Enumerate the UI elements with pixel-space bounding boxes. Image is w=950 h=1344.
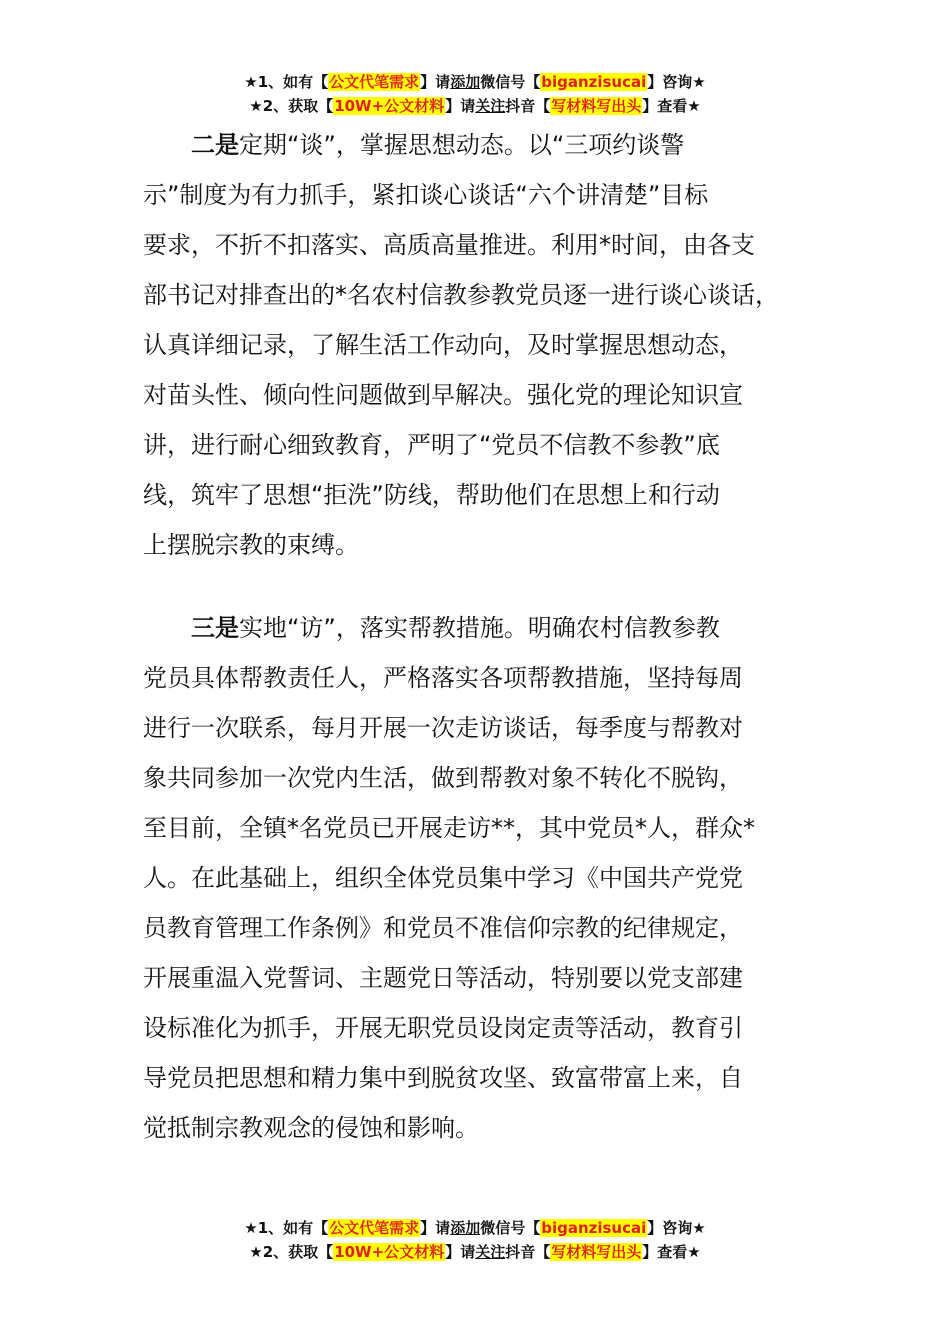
banner-highlight: biganzisucai (541, 1219, 647, 1237)
banner-text: ★1、如有【 (244, 1219, 329, 1237)
header-banner (0, 70, 950, 118)
line-text: 实地“访”，落实帮教措施。明确农村信教参教 (239, 614, 720, 642)
banner-line-2 (0, 1240, 950, 1264)
paragraph-lead: 三是 (191, 614, 239, 642)
banner-text: 】请 (445, 1243, 476, 1261)
paragraph-line: 象共同参加一次党内生活，做到帮教对象不转化不脱钩， (143, 764, 743, 792)
banner-text: 微信号【 (480, 73, 541, 91)
banner-highlight: biganzisucai (541, 73, 647, 91)
banner-text: ★1、如有【 (244, 73, 329, 91)
paragraph-line: 设标准化为抓手，开展无职党员设岗定责等活动，教育引 (143, 1014, 743, 1042)
paragraph-line: 部书记对排查出的*名农村信教参教党员逐一进行谈心谈话， (143, 281, 779, 309)
banner-underlined: 添加 (450, 1219, 481, 1237)
banner-text: 抖音【 (505, 1243, 551, 1261)
banner-highlight: 10W+公文材料 (334, 97, 445, 115)
paragraph-line: 示”制度为有力抓手，紧扣谈心谈话“六个讲清楚”目标 (143, 181, 709, 209)
paragraph-line: 要求，不折不扣落实、高质高量推进。利用*时间，由各支 (143, 231, 755, 259)
paragraph-line: 认真详细记录，了解生活工作动向，及时掌握思想动态， (143, 331, 743, 359)
line-text: 定期“谈”，掌握思想动态。以“三项约谈警 (239, 131, 685, 159)
paragraph-line: 讲，进行耐心细致教育，严明了“党员不信教不参教”底 (143, 431, 720, 459)
paragraph-line: 员教育管理工作条例》和党员不准信仰宗教的纪律规定， (143, 914, 743, 942)
banner-text: ★2、获取【 (249, 1243, 334, 1261)
banner-text: 】咨询★ (647, 1219, 706, 1237)
paragraph-line: 人。在此基础上，组织全体党员集中学习《中国共产党党 (143, 864, 743, 892)
banner-highlight: 写材料写出头 (551, 97, 642, 115)
paragraph-erhshi (143, 120, 823, 570)
banner-text: 】查看★ (642, 1243, 701, 1261)
banner-text: 】查看★ (642, 97, 701, 115)
banner-underlined: 关注 (475, 97, 506, 115)
banner-highlight: 写材料写出头 (551, 1243, 642, 1261)
banner-line-1 (0, 1216, 950, 1240)
banner-underlined: 关注 (475, 1243, 506, 1261)
paragraph-line: 线，筑牢了思想“拒洗”防线，帮助他们在思想上和行动 (143, 481, 720, 509)
footer-banner (0, 1216, 950, 1264)
banner-line-1 (0, 70, 950, 94)
banner-text: ★2、获取【 (249, 97, 334, 115)
paragraph-sanshi (143, 603, 823, 1153)
paragraph-line (143, 603, 823, 653)
banner-highlight: 公文代笔需求 (329, 1219, 420, 1237)
banner-text: 抖音【 (505, 97, 551, 115)
paragraph-line (143, 120, 823, 170)
banner-highlight: 公文代笔需求 (329, 73, 420, 91)
banner-text: 】请 (445, 97, 476, 115)
paragraph-line: 导党员把思想和精力集中到脱贫攻坚、致富带富上来，自 (143, 1064, 743, 1092)
banner-text: 】咨询★ (647, 73, 706, 91)
banner-underlined: 添加 (450, 73, 481, 91)
paragraph-lead: 二是 (191, 131, 239, 159)
banner-text: 】请 (420, 73, 451, 91)
paragraph-line: 至目前，全镇*名党员已开展走访**，其中党员*人，群众* (143, 814, 755, 842)
paragraph-line: 上摆脱宗教的束缚。 (143, 531, 359, 559)
paragraph-line: 觉抵制宗教观念的侵蚀和影响。 (143, 1114, 479, 1142)
banner-line-2 (0, 94, 950, 118)
paragraph-line: 开展重温入党誓词、主题党日等活动，特别要以党支部建 (143, 964, 743, 992)
paragraph-line: 进行一次联系，每月开展一次走访谈话，每季度与帮教对 (143, 714, 743, 742)
banner-highlight: 10W+公文材料 (334, 1243, 445, 1261)
paragraph-line: 党员具体帮教责任人，严格落实各项帮教措施，坚持每周 (143, 664, 743, 692)
banner-text: 】请 (420, 1219, 451, 1237)
banner-text: 微信号【 (480, 1219, 541, 1237)
paragraph-line: 对苗头性、倾向性问题做到早解决。强化党的理论知识宣 (143, 381, 743, 409)
